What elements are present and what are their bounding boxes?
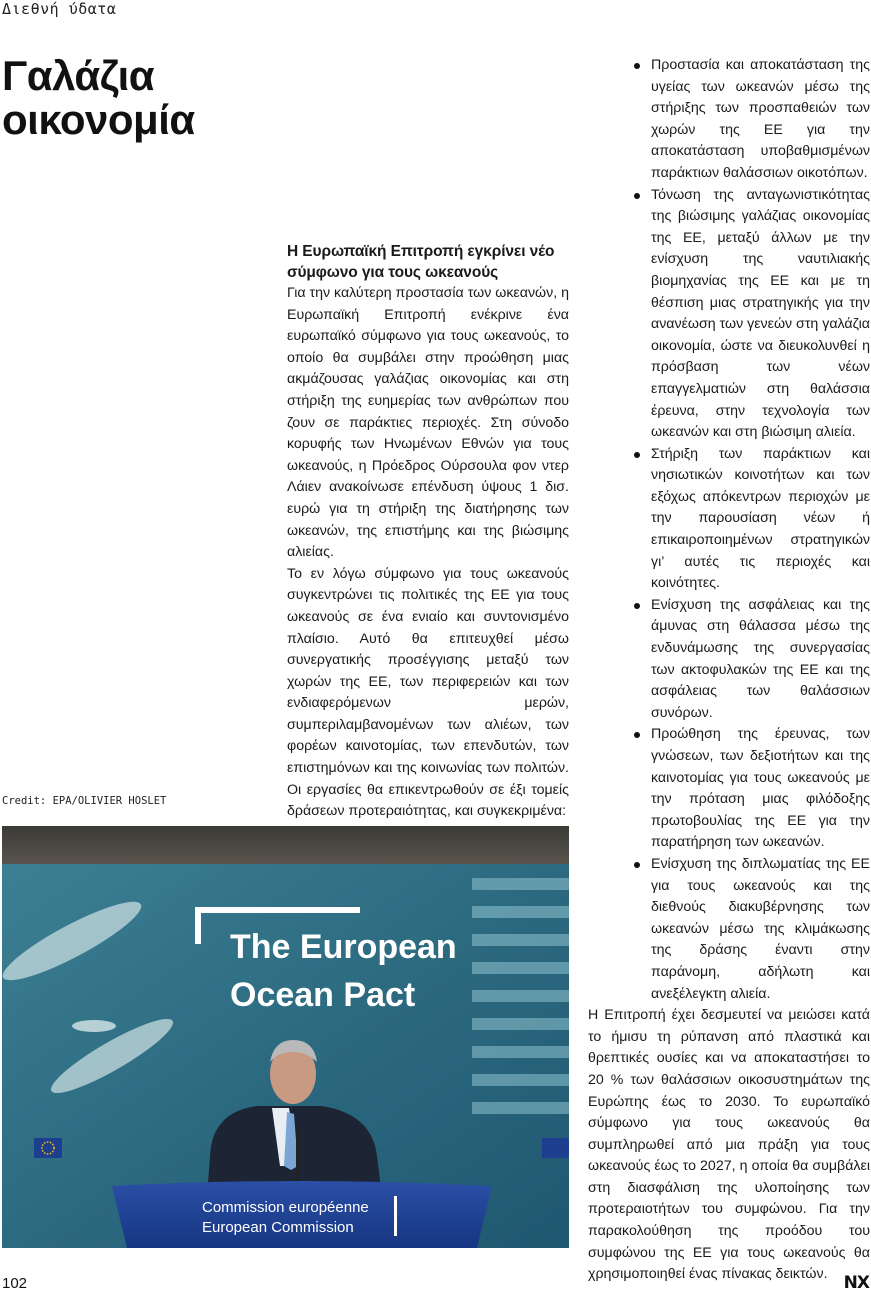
page-number: 102 — [2, 1275, 28, 1292]
priority-text: Τόνωση της ανταγωνιστικότητας της βιώσιμης γαλάζιας οικονομίας της ΕΕ, μεταξύ άλλων με την ενίσχυση της ναυτιλιακής βιομηχανίας της ΕΕ και με τη θέσπιση μιας στρατηγικής για την ανανέωση των γενεών στη γαλάζια οικονομία, ώστε να διευκολυνθεί η πρόσβαση των νέων επαγγελματιών στη θαλάσσια έρευνα, στην τεχνολογία των ωκεανών και στη βιώσιμη αλιεία. — [651, 186, 870, 441]
priority-list — [588, 55, 870, 1005]
article-paragraph-2: Το εν λόγω σύμφωνο για τους ωκεανούς συγκεντρώνει τις πολιτικές της ΕΕ για τους ωκεανούς σε ένα ενιαίο και συντονισμένο πλαίσιο. Αυτό θα επιτευχθεί μέσω συνεργατικής προσέγγισης μεταξύ των χωρών της ΕΕ, των περιφερειών και των ενδιαφερόμενων μερών, συμπεριλαμβανομένων των αλιέων, των φορέων καινοτομίας, των επενδυτών, των επιστημόνων και της κοινωνίας των πολιτών. Οι εργασίες θα επικεντρωθούν σε έξι τομείς δράσεων προτεραιότητας, και συγκεκριμένα: — [287, 565, 569, 820]
article-subhead: Η Ευρωπαϊκή Επιτροπή εγκρίνει νέο σύμφωνο για τους ωκεανούς — [287, 243, 555, 281]
stripes — [472, 878, 569, 1114]
bullet-icon — [634, 63, 640, 69]
priority-text: Προστασία και αποκατάσταση της υγείας των ωκεανών μέσω της στήριξης των προσπαθειών των χωρών της ΕΕ για την αποκατάσταση υποβαθμισμένων παράκτιων θαλάσσιων οικοτόπων. — [651, 57, 870, 181]
podium-line-1: Commission européenne — [202, 1199, 369, 1216]
article-right-column — [588, 55, 870, 1286]
priority-item — [588, 185, 870, 444]
magazine-logo: NX — [843, 1273, 869, 1293]
priority-text: Προώθηση της έρευνας, των γνώσεων, των δεξιοτήτων και της καινοτομίας για τους ωκεανούς με την πρόταση μιας φιλόδοξης πρωτοβουλίας της ΕΕ για την παρατήρηση των ωκεανών. — [651, 726, 870, 851]
podium-line-2: European Commission — [202, 1219, 354, 1236]
article-paragraph-1: Για την καλύτερη προστασία των ωκεανών, η Ευρωπαϊκή Επιτροπή ενέκρινε ένα ευρωπαϊκό σύμφωνο για τους ωκεανούς, το οποίο θα συμβάλει στην προώθηση μιας ακμάζουσας γαλάζιας οικονομίας και στη στήριξη της ευημερίας των ανθρώπων που ζουν σε παράκτιες περιοχές. Στη σύνοδο κορυφής των Ηνωμένων Εθνών για τους ωκεανούς, η Πρόεδρος Ούρσουλα φον ντερ Λάιεν ανακοίνωσε επένδυση ύψους 1 δισ. ευρώ για τη στήριξη της διατήρησης των ωκεανών, της επιστήμης και της βιώσιμης αλιείας. — [287, 285, 569, 561]
article-title — [2, 54, 195, 142]
priority-item — [588, 854, 870, 1005]
priority-item — [588, 595, 870, 725]
bullet-icon — [634, 193, 640, 199]
ceiling — [2, 826, 569, 866]
priority-item — [588, 444, 870, 595]
microphone — [296, 1126, 299, 1181]
title-line-2: οικονομία — [2, 96, 195, 143]
priority-text: Στήριξη των παράκτιων και νησιωτικών κοινοτήτων και των εξόχως απόκεντρων περιοχών με την παρουσίαση νέων ή επικαιροποιημένων στρατηγικών γι’ αυτές τις περιοχές και κοινότητες. — [651, 445, 870, 592]
section-label: Διεθνή ύδατα — [2, 0, 117, 18]
priority-text: Ενίσχυση της διπλωματίας της ΕΕ για τους ωκεανούς και της διεθνούς διακυβέρνησης των ωκεανών μέσω της κλιμάκωσης της δράσης έναντι στην παράνομη, αδήλωτη και ανεξέλεγκτη αλιεία. — [651, 855, 870, 1002]
priority-text: Ενίσχυση της ασφάλειας και της άμυνας στη θάλασσα μέσω της ενδυνάμωσης της συνεργασίας των ακτοφυλακών της ΕΕ και της ασφάλειας των θαλάσσιων συνόρων. — [651, 596, 870, 721]
priority-item — [588, 55, 870, 185]
bullet-icon — [634, 862, 640, 868]
banner-line-2: Ocean Pact — [230, 976, 416, 1014]
title-line-1: Γαλάζια — [2, 52, 155, 99]
bullet-icon — [634, 603, 640, 609]
banner-line-1: The European — [230, 928, 457, 966]
podium-divider — [394, 1196, 397, 1236]
bullet-icon — [634, 452, 640, 458]
press-photo — [2, 826, 569, 1248]
photo-credit: Credit: EPA/OLIVIER HOSLET — [2, 795, 167, 807]
bullet-icon — [634, 732, 640, 738]
priority-item — [588, 724, 870, 854]
article-middle-column — [287, 241, 569, 823]
closing-paragraph: Η Επιτροπή έχει δεσμευτεί να μειώσει κατά το ήμισυ τη ρύπανση από πλαστικά και θρεπτικές ουσίες και να αποκαταστήσει το 20 % των θαλάσσιων οικοσυστημάτων της Ευρώπης έως το 2030. Το ευρωπαϊκό σύμφωνο για τους ωκεανούς θα συμπληρωθεί από μια πράξη για τους ωκεανούς έως το 2027, η οποία θα συμβάλει στη διασφάλιση της υλοποίησης των προτεραιοτήτων του συμφώνου. Για την παρακολούθηση της προόδου του συμφώνου της ΕΕ για τους ωκεανούς θα χρησιμοποιηθεί ένας πίνακας δεικτών. — [588, 1007, 870, 1283]
